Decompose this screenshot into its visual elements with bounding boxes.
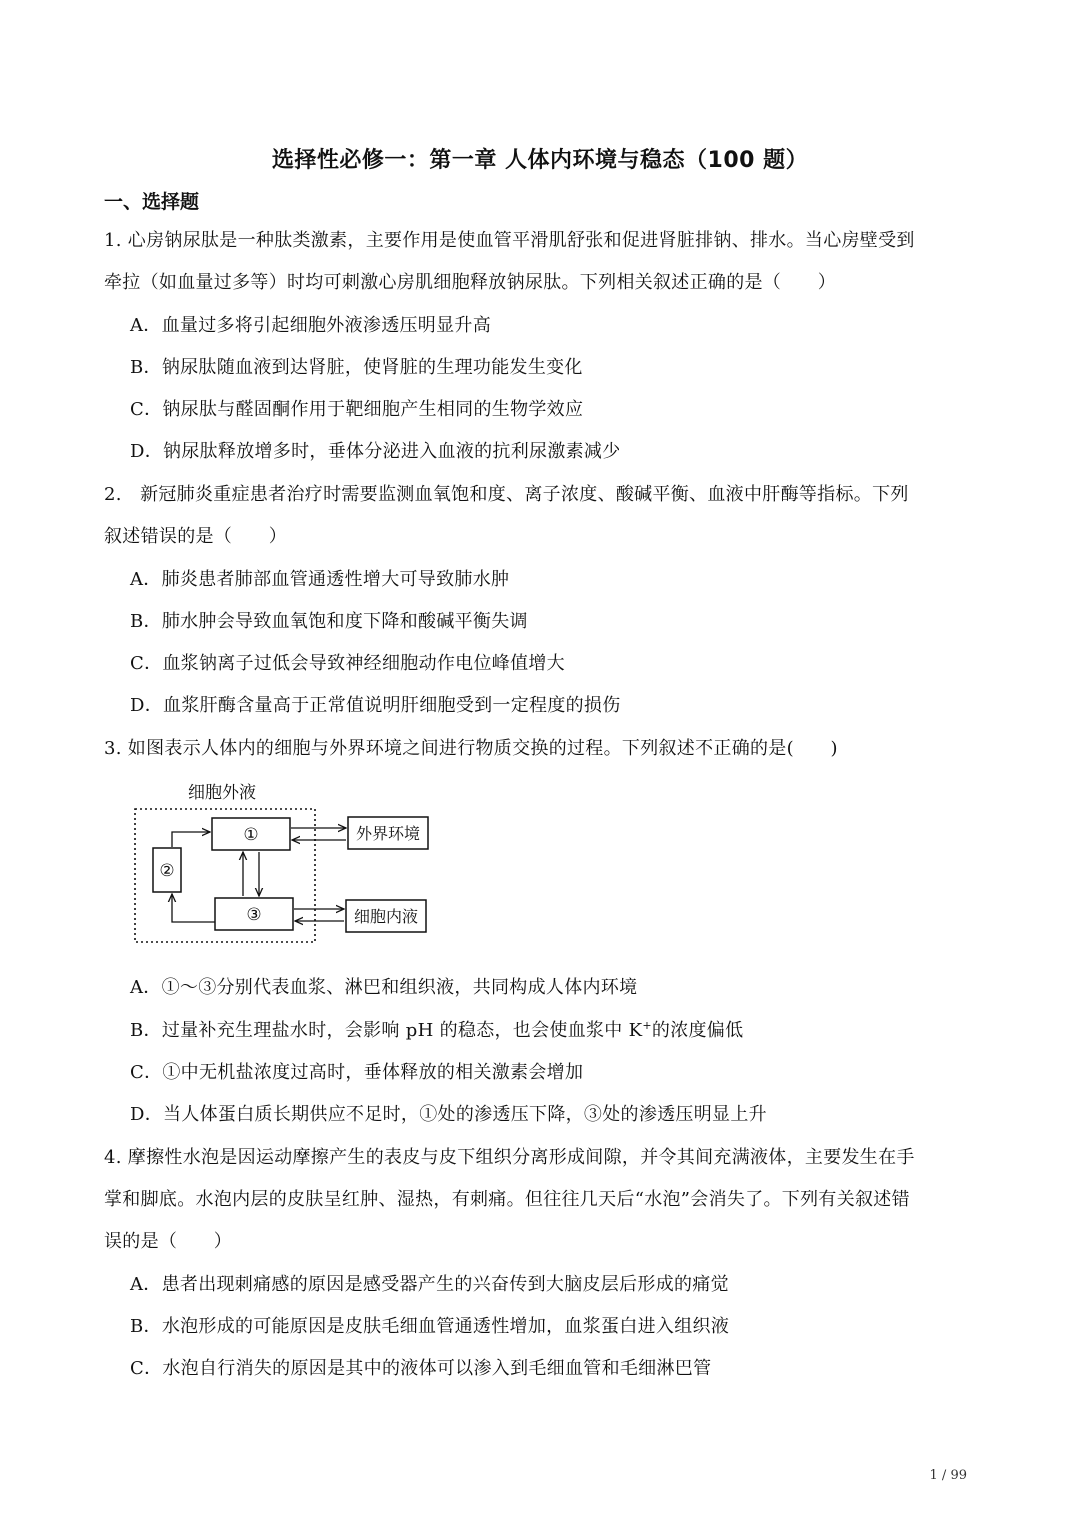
q1-stem-line1: 1. 心房钠尿肽是一种肽类激素，主要作用是使血管平滑肌舒张和促进肾脏排钠、排水。当心房壁受到 <box>104 230 915 251</box>
q3-option-a: A．①～③分别代表血浆、淋巴和组织液，共同构成人体内环境 <box>130 977 638 998</box>
q4-stem-line1: 4. 摩擦性水泡是因运动摩擦产生的表皮与皮下组织分离形成间隙，并令其间充满液体，主要发生在手 <box>104 1147 915 1168</box>
page-number: 1 / 99 <box>929 1468 967 1483</box>
page-title: 选择性必修一：第一章 人体内环境与稳态（100 题） <box>271 148 809 173</box>
q4-stem-line2: 掌和脚底。水泡内层的皮肤呈红肿、湿热，有刺痛。但往往几天后“水泡”会消失了。下列有关叙述错 <box>104 1189 910 1210</box>
diagram-box-3-label: ③ <box>246 905 262 925</box>
q2-stem-line2: 叙述错误的是（ ） <box>104 526 287 547</box>
q3-option-d: D．当人体蛋白质长期供应不足时，①处的渗透压下降，③处的渗透压明显上升 <box>130 1104 767 1125</box>
q4-stem-line3: 误的是（ ） <box>104 1231 233 1252</box>
arrow-3-to-2 <box>172 894 215 922</box>
diagram-box-2-label: ② <box>159 861 175 881</box>
q2-option-a: A．肺炎患者肺部血管通透性增大可导致肺水肿 <box>130 569 510 590</box>
q1-option-a: A．血量过多将引起细胞外液渗透压明显升高 <box>130 315 491 336</box>
q3-option-c: C．①中无机盐浓度过高时，垂体释放的相关激素会增加 <box>130 1062 584 1083</box>
q3-option-b: B．过量补充生理盐水时，会影响 pH 的稳态，也会使血浆中 K+的浓度偏低 <box>130 1019 744 1041</box>
q2-option-b: B．肺水肿会导致血氧饱和度下降和酸碱平衡失调 <box>130 611 528 632</box>
q3-stem: 3. 如图表示人体内的细胞与外界环境之间进行物质交换的过程。下列叙述不正确的是( ) <box>104 738 838 759</box>
diagram-label-extracellular-fluid: 细胞外液 <box>188 783 256 803</box>
q1-stem-line2: 牵拉（如血量过多等）时均可刺激心房肌细胞释放钠尿肽。下列相关叙述正确的是（ ） <box>104 272 836 293</box>
diagram-label-external-environment: 外界环境 <box>355 824 421 843</box>
diagram-label-intracellular-fluid: 细胞内液 <box>353 907 419 926</box>
arrow-2-to-1 <box>172 832 210 847</box>
q1-option-d: D．钠尿肽释放增多时，垂体分泌进入血液的抗利尿激素减少 <box>130 441 621 462</box>
q1-option-b: B．钠尿肽随血液到达肾脏，使肾脏的生理功能发生变化 <box>130 357 583 378</box>
q4-option-c: C．水泡自行消失的原因是其中的液体可以渗入到毛细血管和毛细淋巴管 <box>130 1358 712 1379</box>
diagram-box-1-label: ① <box>243 825 259 845</box>
q4-option-b: B．水泡形成的可能原因是皮肤毛细血管通透性增加，血浆蛋白进入组织液 <box>130 1316 730 1337</box>
q2-option-d: D．血浆肝酶含量高于正常值说明肝细胞受到一定程度的损伤 <box>130 695 621 716</box>
q4-option-a: A．患者出现刺痛感的原因是感受器产生的兴奋传到大脑皮层后形成的痛觉 <box>130 1274 729 1295</box>
body-fluid-exchange-diagram <box>120 776 440 956</box>
q1-option-c: C．钠尿肽与醛固酮作用于靶细胞产生相同的生物学效应 <box>130 399 584 420</box>
section-heading: 一、选择题 <box>104 191 200 213</box>
q2-stem-line1: 2. 新冠肺炎重症患者治疗时需要监测血氧饱和度、离子浓度、酸碱平衡、血液中肝酶等指标。下列 <box>104 484 909 505</box>
q2-option-c: C．血浆钠离子过低会导致神经细胞动作电位峰值增大 <box>130 653 565 674</box>
